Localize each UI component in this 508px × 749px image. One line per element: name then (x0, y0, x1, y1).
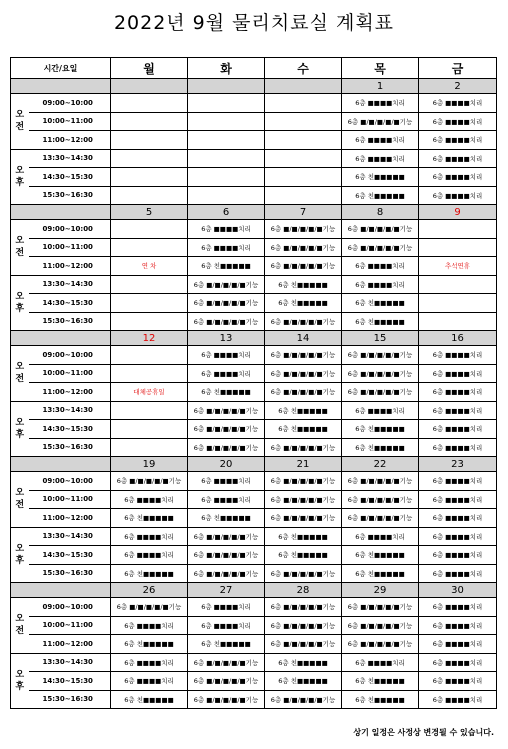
schedule-cell: 6층 ■■■■치리 (419, 420, 497, 439)
schedule-cell (111, 346, 188, 365)
date-cell: 7 (265, 205, 342, 220)
schedule-cell: 6층 ■■■■치리 (419, 690, 497, 709)
time-slot-row (11, 616, 497, 635)
schedule-cell: 6층 ■■■■치리 (419, 653, 497, 672)
schedule-cell: 6층 친■■■■■ (265, 275, 342, 294)
schedule-cell: 6층 ■■■■치리 (188, 490, 265, 509)
schedule-cell: 6층 ■■■■치리 (419, 472, 497, 491)
schedule-cell (111, 438, 188, 457)
schedule-cell: 6층 ■■■■치리 (188, 364, 265, 383)
schedule-cell: 대체공휴일 (111, 383, 188, 402)
date-cell (265, 79, 342, 94)
time-slot-label: 15:30~16:30 (29, 186, 111, 205)
schedule-cell: 6층 ■/■/■/■/■기능 (188, 294, 265, 313)
time-slot-label: 14:30~15:30 (29, 294, 111, 313)
time-slot-label: 11:00~12:00 (29, 635, 111, 654)
schedule-cell: 6층 친■■■■■ (111, 564, 188, 583)
schedule-cell: 6층 ■/■/■/■/■기능 (265, 616, 342, 635)
schedule-cell: 6층 ■■■■치리 (342, 257, 419, 276)
schedule-cell: 6층 ■■■■치리 (419, 598, 497, 617)
date-cell: 12 (111, 331, 188, 346)
date-row-label (11, 79, 111, 94)
period-pm-label: 오 후 (11, 275, 29, 331)
time-slot-label: 15:30~16:30 (29, 312, 111, 331)
schedule-cell: 6층 ■/■/■/■/■기능 (265, 509, 342, 528)
time-slot-label: 11:00~12:00 (29, 383, 111, 402)
time-slot-label: 14:30~15:30 (29, 672, 111, 691)
date-cell: 13 (188, 331, 265, 346)
time-slot-row (11, 672, 497, 691)
date-cell: 2 (419, 79, 497, 94)
schedule-cell: 6층 ■■■■치리 (188, 616, 265, 635)
schedule-cell: 6층 ■■■■치리 (419, 112, 497, 131)
time-slot-row (11, 238, 497, 257)
time-slot-row (11, 653, 497, 672)
schedule-cell (111, 94, 188, 113)
day-header-wed: 수 (265, 58, 342, 79)
schedule-cell: 6층 친■■■■■ (342, 672, 419, 691)
schedule-cell: 6층 친■■■■■ (265, 546, 342, 565)
period-pm-label: 오 후 (11, 653, 29, 709)
time-slot-label: 09:00~10:00 (29, 598, 111, 617)
schedule-cell: 6층 ■■■■치리 (342, 149, 419, 168)
time-slot-label: 13:30~14:30 (29, 275, 111, 294)
time-slot-row (11, 364, 497, 383)
date-cell: 20 (188, 457, 265, 472)
schedule-cell: 6층 ■/■/■/■/■기능 (265, 257, 342, 276)
time-slot-label: 10:00~11:00 (29, 364, 111, 383)
schedule-cell (111, 112, 188, 131)
schedule-cell: 6층 ■■■■치리 (342, 401, 419, 420)
schedule-cell: 6층 ■■■■치리 (419, 186, 497, 205)
schedule-cell (265, 112, 342, 131)
time-slot-row (11, 346, 497, 365)
period-am-label: 오 전 (11, 598, 29, 654)
schedule-cell: 6층 ■■■■치리 (419, 401, 497, 420)
schedule-cell: 6층 ■/■/■/■/■기능 (265, 312, 342, 331)
schedule-cell: 6층 ■■■■치리 (419, 94, 497, 113)
period-am-label: 오 전 (11, 220, 29, 276)
schedule-cell: 6층 ■/■/■/■/■기능 (342, 490, 419, 509)
date-cell: 26 (111, 583, 188, 598)
schedule-cell: 6층 ■/■/■/■/■기능 (342, 112, 419, 131)
date-row-label (11, 457, 111, 472)
date-cell: 22 (342, 457, 419, 472)
schedule-cell: 6층 ■/■/■/■/■기능 (265, 690, 342, 709)
date-cell: 29 (342, 583, 419, 598)
schedule-cell: 6층 ■/■/■/■/■기능 (188, 420, 265, 439)
schedule-cell: 6층 친■■■■■ (111, 509, 188, 528)
schedule-cell: 6층 ■/■/■/■/■기능 (188, 672, 265, 691)
schedule-cell: 6층 ■/■/■/■/■기능 (265, 635, 342, 654)
time-slot-label: 13:30~14:30 (29, 653, 111, 672)
schedule-cell: 6층 ■■■■치리 (419, 364, 497, 383)
time-slot-label: 10:00~11:00 (29, 112, 111, 131)
date-cell: 9 (419, 205, 497, 220)
time-slot-label: 13:30~14:30 (29, 401, 111, 420)
schedule-cell: 6층 ■/■/■/■/■기능 (265, 346, 342, 365)
schedule-cell: 6층 ■■■■치리 (419, 564, 497, 583)
day-header-thu: 목 (342, 58, 419, 79)
schedule-cell: 6층 ■/■/■/■/■기능 (265, 472, 342, 491)
period-pm-label: 오 후 (11, 149, 29, 205)
schedule-cell: 6층 ■■■■치리 (111, 527, 188, 546)
schedule-cell: 6층 친■■■■■ (188, 635, 265, 654)
schedule-cell: 6층 친■■■■■ (342, 168, 419, 187)
date-cell: 5 (111, 205, 188, 220)
date-cell: 16 (419, 331, 497, 346)
schedule-cell (111, 420, 188, 439)
schedule-cell: 6층 ■■■■치리 (188, 346, 265, 365)
date-row-label (11, 583, 111, 598)
date-cell (188, 79, 265, 94)
schedule-cell: 추석연휴 (419, 257, 497, 276)
date-cell: 23 (419, 457, 497, 472)
date-cell: 30 (419, 583, 497, 598)
schedule-cell (265, 168, 342, 187)
schedule-cell (188, 94, 265, 113)
time-slot-row (11, 598, 497, 617)
schedule-cell: 6층 ■/■/■/■/■기능 (265, 383, 342, 402)
week-date-row (11, 205, 497, 220)
schedule-cell (111, 168, 188, 187)
schedule-cell: 6층 친■■■■■ (188, 257, 265, 276)
time-slot-row (11, 527, 497, 546)
schedule-cell: 6층 ■/■/■/■/■기능 (188, 275, 265, 294)
schedule-cell: 6층 ■/■/■/■/■기능 (111, 598, 188, 617)
schedule-cell: 6층 ■/■/■/■/■기능 (265, 238, 342, 257)
schedule-cell: 6층 ■/■/■/■/■기능 (265, 598, 342, 617)
schedule-cell: 6층 ■/■/■/■/■기능 (188, 527, 265, 546)
corner-header: 시간/요일 (11, 58, 111, 79)
schedule-cell: 6층 ■■■■치리 (111, 546, 188, 565)
schedule-cell: 6층 ■/■/■/■/■기능 (342, 364, 419, 383)
week-date-row (11, 583, 497, 598)
schedule-cell: 6층 ■■■■치리 (188, 238, 265, 257)
schedule-cell: 6층 ■■■■치리 (419, 131, 497, 150)
schedule-cell: 6층 친■■■■■ (342, 186, 419, 205)
schedule-cell: 6층 ■■■■치리 (419, 672, 497, 691)
schedule-cell: 6층 ■/■/■/■/■기능 (188, 312, 265, 331)
schedule-cell: 6층 ■■■■치리 (342, 131, 419, 150)
time-slot-row (11, 112, 497, 131)
time-slot-label: 11:00~12:00 (29, 257, 111, 276)
schedule-cell: 6층 친■■■■■ (342, 420, 419, 439)
schedule-cell (111, 131, 188, 150)
schedule-cell: 6층 친■■■■■ (265, 294, 342, 313)
time-slot-label: 15:30~16:30 (29, 690, 111, 709)
time-slot-row (11, 564, 497, 583)
date-cell: 15 (342, 331, 419, 346)
schedule-cell: 6층 친■■■■■ (188, 509, 265, 528)
footer-note: 상기 일정은 사정상 변경될 수 있습니다. (353, 728, 494, 737)
schedule-cell: 6층 친■■■■■ (265, 672, 342, 691)
schedule-cell: 6층 친■■■■■ (265, 527, 342, 546)
schedule-cell: 6층 친■■■■■ (342, 564, 419, 583)
time-slot-row (11, 294, 497, 313)
period-pm-label: 오 후 (11, 401, 29, 457)
schedule-cell (111, 238, 188, 257)
schedule-cell: 6층 ■■■■치리 (419, 546, 497, 565)
schedule-cell (111, 401, 188, 420)
schedule-cell: 6층 ■■■■치리 (419, 346, 497, 365)
schedule-cell (419, 275, 497, 294)
schedule-cell (188, 149, 265, 168)
date-cell: 14 (265, 331, 342, 346)
schedule-cell (111, 220, 188, 239)
schedule-cell: 6층 ■/■/■/■/■기능 (188, 564, 265, 583)
time-slot-row (11, 131, 497, 150)
schedule-cell: 6층 ■■■■치리 (419, 438, 497, 457)
schedule-cell: 6층 ■/■/■/■/■기능 (342, 346, 419, 365)
time-slot-label: 11:00~12:00 (29, 131, 111, 150)
schedule-cell (111, 312, 188, 331)
schedule-cell (419, 220, 497, 239)
schedule-cell: 6층 ■/■/■/■/■기능 (342, 509, 419, 528)
schedule-cell (265, 94, 342, 113)
schedule-cell (188, 186, 265, 205)
schedule-cell: 6층 친■■■■■ (265, 653, 342, 672)
schedule-cell (419, 238, 497, 257)
schedule-cell: 6층 친■■■■■ (342, 690, 419, 709)
time-slot-label: 09:00~10:00 (29, 94, 111, 113)
time-slot-label: 15:30~16:30 (29, 564, 111, 583)
schedule-cell: 6층 친■■■■■ (342, 312, 419, 331)
schedule-cell (419, 312, 497, 331)
schedule-table (10, 57, 497, 709)
schedule-cell (188, 168, 265, 187)
day-header-mon: 월 (111, 58, 188, 79)
time-slot-label: 15:30~16:30 (29, 438, 111, 457)
time-slot-row (11, 149, 497, 168)
schedule-cell (188, 131, 265, 150)
schedule-cell: 6층 ■■■■치리 (419, 490, 497, 509)
schedule-cell: 6층 ■■■■치리 (419, 383, 497, 402)
day-header-fri: 금 (419, 58, 497, 79)
week-date-row (11, 79, 497, 94)
time-slot-row (11, 220, 497, 239)
schedule-cell: 6층 ■/■/■/■/■기능 (342, 220, 419, 239)
page-title: 2022년 9월 물리치료실 계획표 (113, 12, 395, 34)
schedule-cell: 6층 ■■■■치리 (342, 275, 419, 294)
schedule-cell: 6층 ■■■■치리 (419, 616, 497, 635)
date-cell: 1 (342, 79, 419, 94)
schedule-cell: 6층 ■■■■치리 (111, 616, 188, 635)
schedule-cell (111, 149, 188, 168)
schedule-cell (265, 131, 342, 150)
schedule-cell: 6층 ■/■/■/■/■기능 (188, 438, 265, 457)
time-slot-row (11, 472, 497, 491)
date-row-label (11, 205, 111, 220)
schedule-cell: 6층 ■■■■치리 (419, 635, 497, 654)
date-cell: 6 (188, 205, 265, 220)
time-slot-row (11, 509, 497, 528)
schedule-cell: 6층 ■■■■치리 (111, 653, 188, 672)
schedule-cell: 6층 친■■■■■ (342, 294, 419, 313)
schedule-cell: 6층 ■/■/■/■/■기능 (342, 383, 419, 402)
schedule-cell: 6층 ■■■■치리 (419, 149, 497, 168)
schedule-cell: 6층 ■/■/■/■/■기능 (265, 220, 342, 239)
schedule-cell: 6층 ■■■■치리 (111, 672, 188, 691)
time-slot-label: 13:30~14:30 (29, 527, 111, 546)
schedule-cell: 6층 친■■■■■ (265, 401, 342, 420)
schedule-cell: 6층 친■■■■■ (111, 690, 188, 709)
time-slot-row (11, 635, 497, 654)
schedule-cell: 6층 친■■■■■ (188, 383, 265, 402)
schedule-cell (419, 294, 497, 313)
time-slot-label: 14:30~15:30 (29, 168, 111, 187)
time-slot-row (11, 168, 497, 187)
period-am-label: 오 전 (11, 472, 29, 528)
schedule-cell (111, 364, 188, 383)
time-slot-row (11, 383, 497, 402)
schedule-cell (265, 149, 342, 168)
time-slot-row (11, 438, 497, 457)
schedule-cell: 6층 친■■■■■ (342, 546, 419, 565)
schedule-cell: 6층 ■■■■치리 (419, 527, 497, 546)
schedule-cell: 6층 친■■■■■ (111, 635, 188, 654)
date-cell: 27 (188, 583, 265, 598)
schedule-cell (265, 186, 342, 205)
schedule-cell: 6층 ■■■■치리 (419, 168, 497, 187)
period-am-label: 오 전 (11, 94, 29, 150)
schedule-cell: 6층 ■/■/■/■/■기능 (111, 472, 188, 491)
time-slot-row (11, 546, 497, 565)
time-slot-row (11, 401, 497, 420)
time-slot-row (11, 312, 497, 331)
schedule-cell: 6층 ■/■/■/■/■기능 (342, 238, 419, 257)
schedule-cell: 6층 ■■■■치리 (419, 509, 497, 528)
schedule-cell: 6층 ■■■■치리 (342, 94, 419, 113)
schedule-cell: 6층 ■/■/■/■/■기능 (188, 653, 265, 672)
time-slot-row (11, 186, 497, 205)
schedule-cell: 6층 ■/■/■/■/■기능 (265, 364, 342, 383)
schedule-cell: 6층 ■/■/■/■/■기능 (342, 598, 419, 617)
week-date-row (11, 331, 497, 346)
date-cell: 8 (342, 205, 419, 220)
time-slot-label: 10:00~11:00 (29, 490, 111, 509)
period-pm-label: 오 후 (11, 527, 29, 583)
schedule-cell: 6층 ■■■■치리 (342, 653, 419, 672)
time-slot-row (11, 690, 497, 709)
schedule-cell: 6층 ■/■/■/■/■기능 (188, 401, 265, 420)
schedule-cell (188, 112, 265, 131)
date-cell: 21 (265, 457, 342, 472)
date-row-label (11, 331, 111, 346)
time-slot-row (11, 94, 497, 113)
schedule-cell (111, 294, 188, 313)
time-slot-label: 09:00~10:00 (29, 472, 111, 491)
period-am-label: 오 전 (11, 346, 29, 402)
schedule-cell: 6층 ■/■/■/■/■기능 (265, 564, 342, 583)
schedule-cell: 6층 ■/■/■/■/■기능 (342, 635, 419, 654)
time-slot-label: 11:00~12:00 (29, 509, 111, 528)
date-cell (111, 79, 188, 94)
schedule-cell: 6층 ■/■/■/■/■기능 (265, 490, 342, 509)
schedule-cell: 6층 친■■■■■ (265, 420, 342, 439)
date-cell: 19 (111, 457, 188, 472)
schedule-cell: 6층 ■/■/■/■/■기능 (188, 546, 265, 565)
schedule-cell: 6층 ■■■■치리 (342, 527, 419, 546)
week-date-row (11, 457, 497, 472)
time-slot-label: 13:30~14:30 (29, 149, 111, 168)
time-slot-row (11, 275, 497, 294)
time-slot-label: 10:00~11:00 (29, 616, 111, 635)
date-cell: 28 (265, 583, 342, 598)
time-slot-label: 14:30~15:30 (29, 420, 111, 439)
schedule-cell: 6층 ■/■/■/■/■기능 (342, 616, 419, 635)
header-row (11, 58, 497, 79)
schedule-cell (111, 186, 188, 205)
schedule-cell: 6층 ■/■/■/■/■기능 (342, 472, 419, 491)
time-slot-label: 14:30~15:30 (29, 546, 111, 565)
time-slot-label: 10:00~11:00 (29, 238, 111, 257)
schedule-cell: 6층 ■■■■치리 (188, 598, 265, 617)
time-slot-row (11, 257, 497, 276)
time-slot-label: 09:00~10:00 (29, 346, 111, 365)
schedule-cell: 6층 ■/■/■/■/■기능 (188, 690, 265, 709)
time-slot-row (11, 490, 497, 509)
schedule-cell: 6층 ■/■/■/■/■기능 (265, 438, 342, 457)
schedule-cell (111, 275, 188, 294)
time-slot-row (11, 420, 497, 439)
schedule-cell: 6층 ■■■■치리 (188, 472, 265, 491)
schedule-cell: 6층 친■■■■■ (342, 438, 419, 457)
day-header-tue: 화 (188, 58, 265, 79)
time-slot-label: 09:00~10:00 (29, 220, 111, 239)
schedule-cell: 6층 ■■■■치리 (111, 490, 188, 509)
schedule-cell: 연 차 (111, 257, 188, 276)
schedule-cell: 6층 ■■■■치리 (188, 220, 265, 239)
